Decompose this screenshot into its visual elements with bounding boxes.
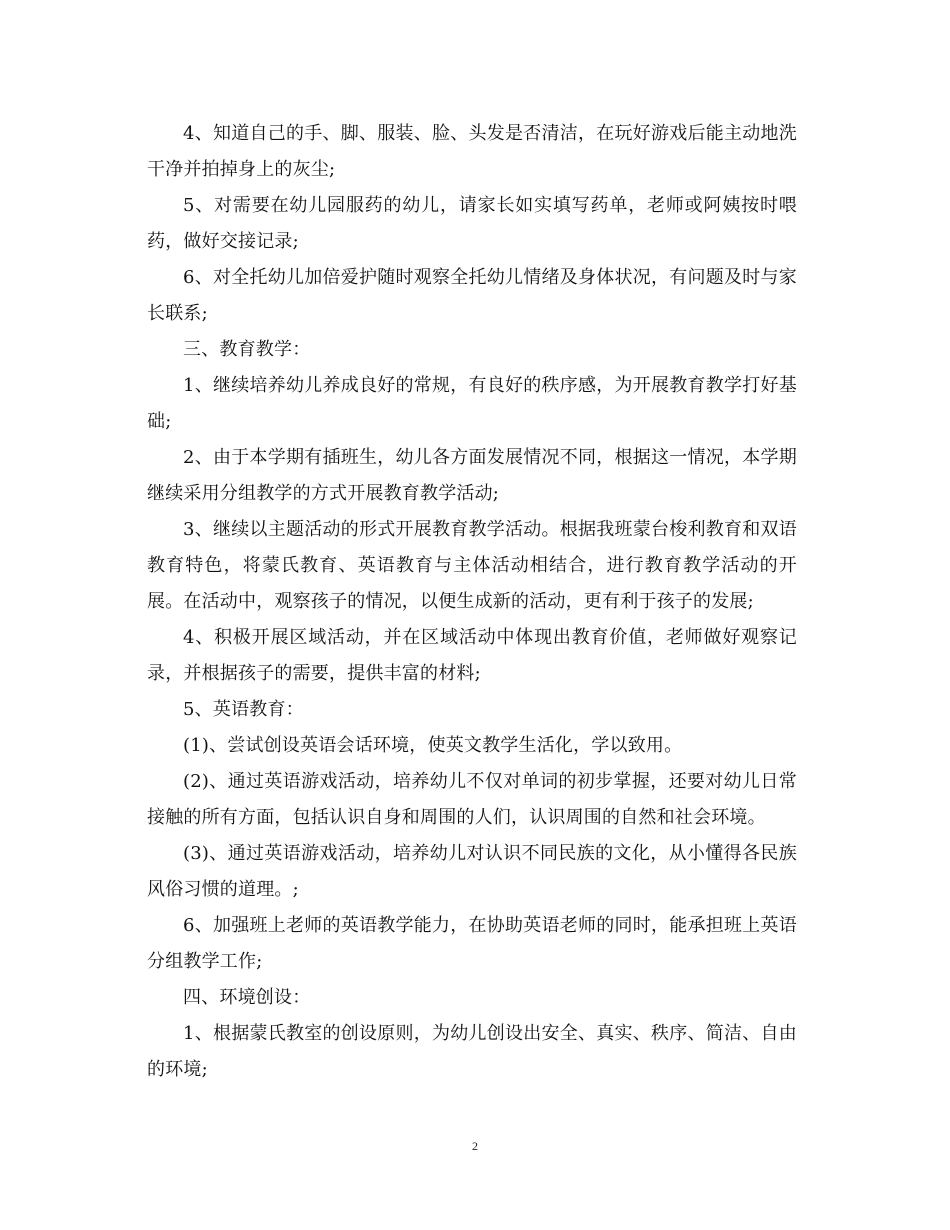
section-heading-environment: 四、环境创设： — [183, 987, 311, 1008]
paragraph-education-2: 2、由于本学期有插班生，幼儿各方面发展情况不同，根据这一情况，本学期继续采用分组教学的方式开展教育教学活动; — [147, 447, 797, 504]
document-body — [147, 116, 797, 1088]
section-heading-education: 三、教育教学： — [183, 339, 311, 360]
paragraph-hygiene-4: 4、知道自己的手、脚、服装、脸、头发是否清洁，在玩好游戏后能主动地洗干净并拍掉身上的灰尘; — [147, 123, 797, 180]
paragraph-education-1: 1、继续培养幼儿养成良好的常规，有良好的秩序感，为开展教育教学打好基础; — [147, 375, 797, 432]
paragraph-boarding-6: 6、对全托幼儿加倍爱护随时观察全托幼儿情绪及身体状况，有问题及时与家长联系; — [147, 267, 797, 324]
paragraph-english-3: (3)、通过英语游戏活动，培养幼儿对认识不同民族的文化，从小懂得各民族风俗习惯的道理。; — [147, 843, 797, 900]
paragraph-medicine-5: 5、对需要在幼儿园服药的幼儿，请家长如实填写药单，老师或阿姨按时喂药，做好交接记录; — [147, 195, 797, 252]
paragraph-education-5: 5、英语教育： — [183, 699, 304, 720]
paragraph-english-2: (2)、通过英语游戏活动，培养幼儿不仅对单词的初步掌握，还要对幼儿日常接触的所有方面，包括认识自身和周围的人们，认识周围的自然和社会环境。 — [147, 771, 797, 828]
paragraph-education-4: 4、积极开展区域活动，并在区域活动中体现出教育价值，老师做好观察记录，并根据孩子的需要，提供丰富的材料; — [147, 627, 797, 684]
page-number: 2 — [472, 1139, 478, 1153]
paragraph-environment-1: 1、根据蒙氏教室的创设原则，为幼儿创设出安全、真实、秩序、简洁、自由的环境; — [147, 1023, 797, 1080]
paragraph-education-3: 3、继续以主题活动的形式开展教育教学活动。根据我班蒙台梭利教育和双语教育特色，将蒙氏教育、英语教育与主体活动相结合，进行教育教学活动的开展。在活动中，观察孩子的情况，以便生成新的活动，更有利于孩子的发展; — [147, 519, 797, 612]
paragraph-education-6: 6、加强班上老师的英语教学能力，在协助英语老师的同时，能承担班上英语分组教学工作; — [147, 915, 797, 972]
paragraph-english-1: (1)、尝试创设英语会话环境，使英文教学生活化，学以致用。 — [183, 735, 683, 756]
